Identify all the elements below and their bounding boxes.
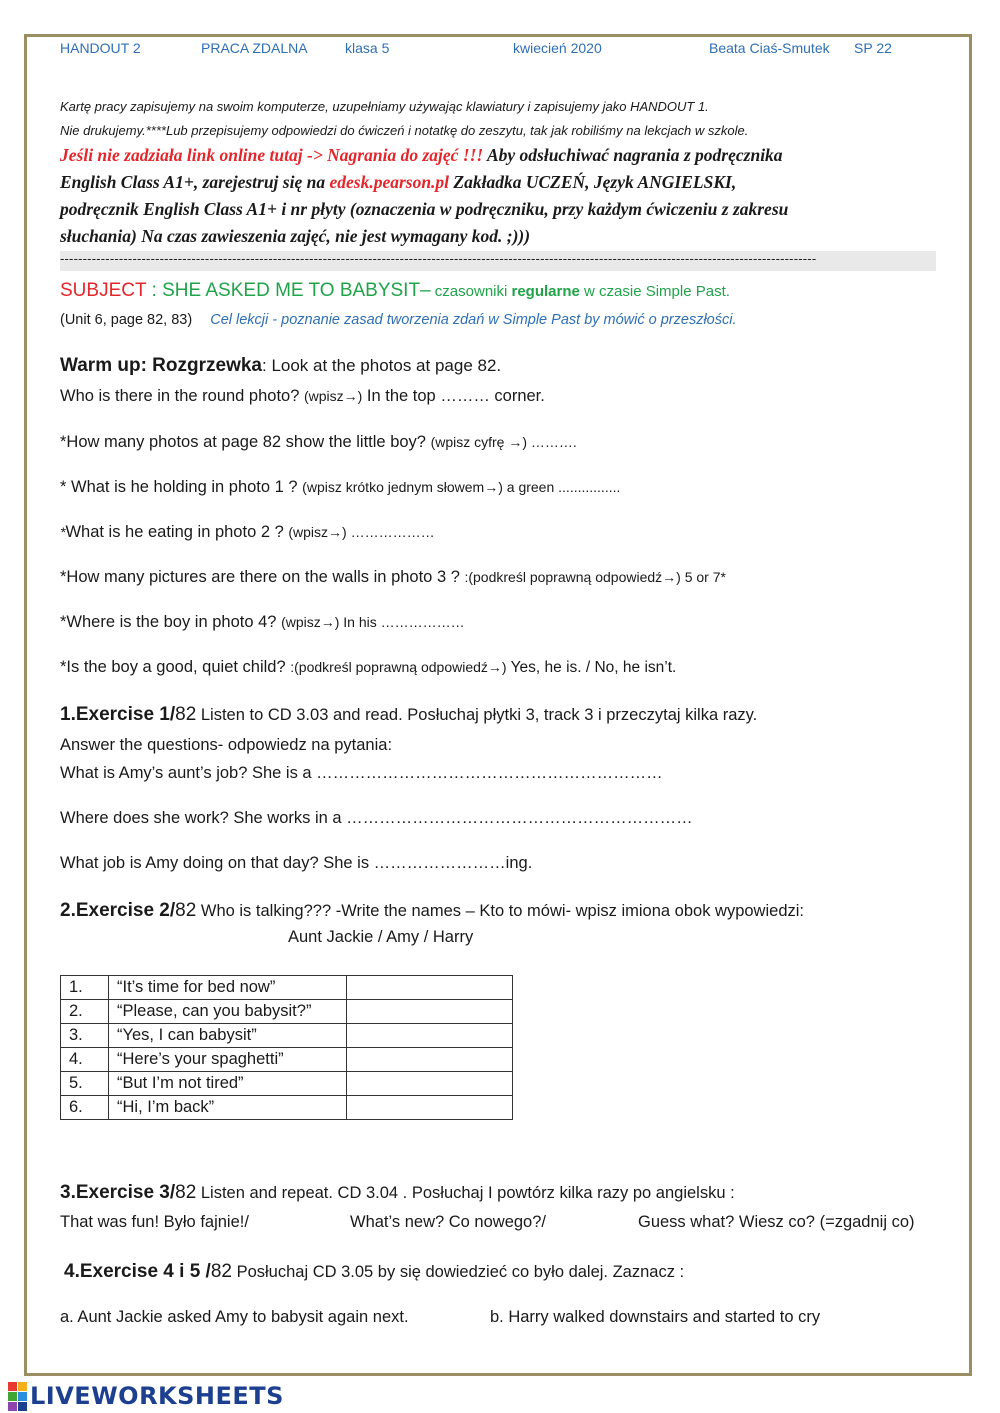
ex4-heading (64, 1261, 684, 1283)
ex1-page: 82 (175, 704, 197, 725)
ex1-answer-prompt: Answer the questions- odpowiedz na pytania: (60, 736, 393, 754)
header-class: klasa 5 (345, 40, 390, 56)
ex3-phrase-1: That was fun! Było fajnie!/ (60, 1213, 249, 1231)
q7-text: *Is the boy a good, quiet child? (60, 658, 291, 676)
row-number: 6. (61, 1096, 109, 1120)
ex3-instr: Listen and repeat. CD 3.04 . Posłuchaj I powtórz kilka razy po angielsku : (196, 1184, 735, 1202)
ex4-title: 4.Exercise 4 i 5 / (64, 1261, 211, 1282)
intro-line-1: Kartę pracy zapisujemy na swoim komputerze, uzupełniamy używając klawiatury i zapisujemy jako HANDOUT 1. (60, 99, 709, 114)
ex2-instr: Who is talking??? -Write the names – Kto to mówi- wpisz imiona obok wypowiedzi: (196, 902, 804, 920)
ex2-heading (60, 900, 804, 922)
subject-desc-pre: czasowniki (430, 283, 512, 300)
row-answer-cell[interactable] (347, 1048, 513, 1072)
header-handout: HANDOUT 2 (60, 40, 141, 56)
intro-line-2: Nie drukujemy.****Lub przepisujemy odpowiedzi do ćwiczeń i notatkę do zeszytu, tak jak robiliśmy na lekcjach w szkole. (60, 123, 749, 138)
ex1-q1[interactable]: What is Amy’s aunt’s job? She is a ……………………………………………………… (60, 764, 663, 782)
logo-text: LIVEWORKSHEETS (30, 1382, 284, 1410)
divider-line: ----------------------------------------------------------------------------------------------------------------------------------------------------------------------- (60, 251, 936, 271)
warmup-q5 (60, 568, 726, 587)
liveworksheets-logo[interactable] (8, 1382, 284, 1410)
logo-block (8, 1382, 17, 1391)
row-quote: “It’s time for bed now” (109, 976, 347, 1000)
q1-hint: (wpisz→) (304, 388, 363, 404)
recordings-link[interactable]: Jeśli nie zadziała link online tutaj -> Nagrania do zajęć !!! (60, 145, 484, 165)
q5-text: *How many pictures are there on the walls in photo 3 ? (60, 568, 465, 586)
ex4-page: 82 (210, 1261, 232, 1282)
row-number: 4. (61, 1048, 109, 1072)
table-row (61, 1096, 513, 1120)
unit-ref: (Unit 6, page 82, 83) (60, 312, 193, 328)
ex4-option-b[interactable]: b. Harry walked downstairs and started to cry (490, 1308, 821, 1326)
logo-block (8, 1392, 17, 1401)
row-quote: “But I’m not tired” (109, 1072, 347, 1096)
subject-label: SUBJECT (60, 280, 147, 301)
warmup-heading (60, 355, 501, 377)
ex3-phrase-3: Guess what? Wiesz co? (=zgadnij co) (638, 1213, 915, 1231)
q4-text: What is he eating in photo 2 ? (65, 523, 289, 541)
header-author: Beata Ciaś-Smutek (709, 40, 830, 56)
q5-choice[interactable]: :(podkreśl poprawną odpowiedź→) 5 or 7* (464, 569, 726, 585)
q7-hint: :(podkreśl poprawną odpowiedź→) (290, 659, 507, 675)
ex1-heading (60, 704, 757, 726)
q4-star: * (60, 524, 66, 540)
row-answer-cell[interactable] (347, 1072, 513, 1096)
ex1-instr: Listen to CD 3.03 and read. Posłuchaj płytki 3, track 3 i przeczytaj kilka razy. (196, 706, 758, 724)
logo-block (18, 1392, 27, 1401)
row-quote: “Yes, I can babysit” (109, 1024, 347, 1048)
subject-colon: : (146, 280, 163, 301)
q6-text: *Where is the boy in photo 4? (60, 613, 282, 631)
lesson-goal: Cel lekcji - poznanie zasad tworzenia zdań w Simple Past by mówić o przeszłości. (210, 312, 737, 328)
warmup-q7 (60, 658, 676, 677)
row-number: 1. (61, 976, 109, 1000)
row-quote: “Please, can you babysit?” (109, 1000, 347, 1024)
row-number: 2. (61, 1000, 109, 1024)
row-quote: “Hi, I’m back” (109, 1096, 347, 1120)
pearson-link[interactable]: edesk.pearson.pl (329, 172, 450, 192)
row-answer-cell[interactable] (347, 1000, 513, 1024)
ex2-names: Aunt Jackie / Amy / Harry (288, 928, 474, 946)
header-school: SP 22 (854, 40, 892, 56)
q2-answer-field[interactable]: (wpisz cyfrę →) ………. (430, 434, 577, 450)
ex2-title: 2.Exercise 2/ (60, 900, 176, 921)
row-answer-cell[interactable] (347, 1024, 513, 1048)
ex2-table (60, 975, 513, 1120)
warmup-q1 (60, 387, 545, 406)
logo-block (18, 1402, 27, 1411)
ex1-q2[interactable]: Where does she work? She works in a ……………………………………………………… (60, 809, 693, 827)
intro-bold-line-1 (60, 145, 783, 166)
warmup-title: Warm up: Rozgrzewka (60, 355, 262, 376)
subject-desc-bold: regularne (511, 283, 580, 300)
table-row (61, 1024, 513, 1048)
table-row (61, 976, 513, 1000)
warmup-q2 (60, 433, 577, 452)
logo-blocks-icon (8, 1382, 27, 1411)
warmup-q6 (60, 613, 465, 632)
q2-text: *How many photos at page 82 show the little boy? (60, 433, 431, 451)
header-date: kwiecień 2020 (513, 40, 602, 56)
row-number: 5. (61, 1072, 109, 1096)
ex3-heading (60, 1182, 735, 1204)
intro-bold-text-3: Zakładka UCZEŃ, Język ANGIELSKI, (449, 172, 737, 192)
table-row (61, 1000, 513, 1024)
ex3-page: 82 (175, 1182, 197, 1203)
logo-block (18, 1382, 27, 1391)
table-row (61, 1072, 513, 1096)
row-number: 3. (61, 1024, 109, 1048)
ex4-option-a[interactable]: a. Aunt Jackie asked Amy to babysit again next. (60, 1308, 409, 1326)
intro-bold-line-3: podręcznik English Class A1+ i nr płyty (oznaczenia w podręczniku, przy każdym ćwiczeniu z zakresu (60, 199, 789, 219)
header-mode: PRACA ZDALNA (201, 40, 308, 56)
q1-text: Who is there in the round photo? (60, 387, 304, 405)
ex1-q3[interactable]: What job is Amy doing on that day? She is ……………………ing. (60, 854, 533, 872)
warmup-q3 (60, 478, 620, 497)
intro-bold-text-2: English Class A1+, zarejestruj się na (60, 172, 330, 192)
row-quote: “Here’s your spaghetti” (109, 1048, 347, 1072)
subject-title: SHE ASKED ME TO BABYSIT– (162, 280, 431, 301)
logo-block (8, 1402, 17, 1411)
intro-bold-line-2 (60, 172, 736, 193)
q3-answer-field[interactable]: (wpisz krótko jednym słowem→) a green ................ (302, 479, 621, 495)
warmup-q4 (60, 523, 435, 542)
subject-desc-post: w czasie Simple Past. (579, 283, 730, 300)
unit-line (60, 312, 736, 328)
row-answer-cell[interactable] (347, 976, 513, 1000)
q7-choice[interactable]: Yes, he is. / No, he isn’t. (506, 659, 677, 676)
q1-answer-field[interactable]: In the top ……… corner. (362, 387, 545, 405)
table-row (61, 1048, 513, 1072)
warmup-instr: : Look at the photos at page 82. (262, 356, 502, 375)
subject-line (60, 280, 730, 302)
ex3-phrase-2: What’s new? Co nowego?/ (350, 1213, 546, 1231)
q6-answer-field[interactable]: (wpisz→) In his ……………… (281, 614, 465, 630)
row-answer-cell[interactable] (347, 1096, 513, 1120)
intro-bold-line-4: słuchania) Na czas zawieszenia zajęć, nie jest wymagany kod. ;))) (60, 226, 531, 246)
ex2-page: 82 (175, 900, 197, 921)
ex1-title: 1.Exercise 1/ (60, 704, 176, 725)
q4-answer-field[interactable]: (wpisz→) ……………… (288, 524, 435, 540)
intro-bold-text-1: Aby odsłuchiwać nagrania z podręcznika (483, 145, 783, 165)
ex3-title: 3.Exercise 3/ (60, 1182, 176, 1203)
ex4-instr: Posłuchaj CD 3.05 by się dowiedzieć co było dalej. Zaznacz : (231, 1263, 685, 1281)
q3-text: * What is he holding in photo 1 ? (60, 478, 303, 496)
